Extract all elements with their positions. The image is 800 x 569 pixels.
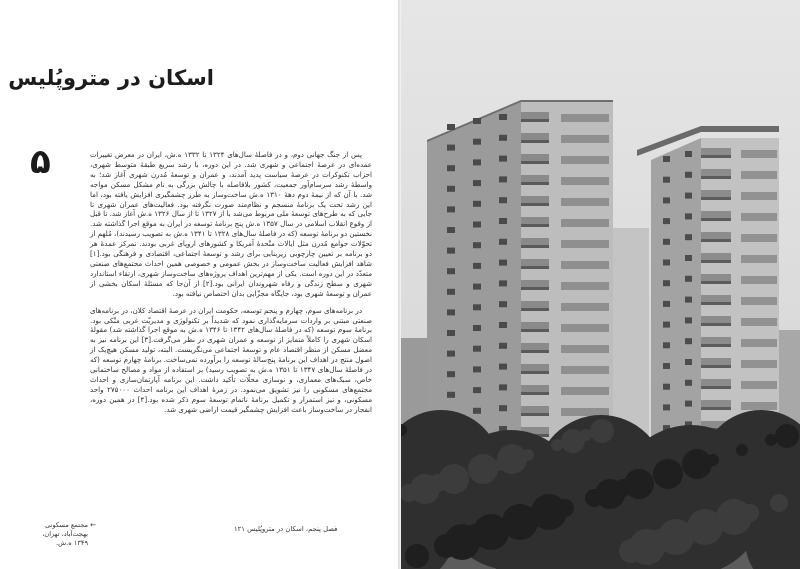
window (473, 180, 481, 186)
page-number: ۱۲۱ (234, 525, 245, 533)
window (663, 218, 670, 224)
balcony (521, 175, 549, 182)
window (685, 193, 692, 199)
window (447, 206, 455, 212)
paragraph-1: پس از جنگ جهانی دوم، و در فاصلهٔ سال‌های ۱۳۲۴ تا ۱۳۳۲ ه.ش، ایران در معرض تغییرات عمده‌ای در عرصهٔ اجتماعی و شهری شد. در این دوره، با رشد سریع طبقهٔ متوسط شهری، احزاب تکنوکرات در عرصهٔ سیاست پدید آمدند، و عمران و توسعهٔ مُدرن شهری آغاز شد؛ به واسطهٔ رشد سرسام‌آور جمعیت، کشور بلافاصله با چالش بزرگی به نام مشکل مسکن مواجه شد. با آن که از نیمهٔ دوم دههٔ ۱۳۱۰ ه.ش ساخت‌وساز به طرز چشمگیری افزایش یافته بود، اما این رشد تحت یک برنامهٔ منسجم و نظام‌مند صورت نگرفته بود. فعالیت‌های عمران شهری تا جایی که به طرح‌های توسعهٔ ملی مربوط می‌شد با از ۱۳۲۷ تا از سال ۱۳۲۶ ه.ش آغاز شد. تا قبل از وقوع انقلاب اسلامی در سال ۱۳۵۷ ه.ش پنج برنامهٔ توسعه در ایران به موقع اجرا گذاشته شد. نخستین دو برنامهٔ توسعه (که در فاصلهٔ سال‌های ۱۳۲۸ تا ۱۳۴۱ ه.ش به تصویب رسیدند)، مُلهم از تحوّلات جوامع مُدرن مثل ایالات متّحدهٔ آمریکا و کشورهای اروپای غربی بودند. تمرکز عمدهٔ هر دو برنامه بر تعیین چارچوبی زیربنایی برای رشد و توسعهٔ اجتماعی، اقتصادی و فرهنگی بود.[۱] شاهد افزایش فعالیت ساخت‌وساز در بخش عمومی و خصوصی همین احداث مجتمع‌های صنعتی متعدّد در این دوره است. یکی از مهم‌ترین اهداف پروژه‌های ساخت‌وساز شهری، ارتقاء استاندارد شهری و سطح زندگی و رفاه شهروندان ایرانی بود.[۲] از آن‌جا که مسئلهٔ اسکان بخشی از عمران و توسعهٔ شهری بود، جایگاه مجزّایی بدان اختصاص نیافته بود. (90, 150, 373, 298)
balcony-shadow (521, 245, 549, 248)
window (473, 366, 481, 372)
window (473, 325, 481, 331)
window (473, 222, 481, 228)
balcony (561, 387, 609, 395)
window (499, 280, 507, 286)
window (473, 159, 481, 165)
balcony (741, 297, 777, 305)
window (685, 297, 692, 303)
window (663, 239, 670, 245)
balcony (701, 148, 731, 155)
window (663, 177, 670, 183)
balcony (521, 259, 549, 266)
tree-foliage (439, 464, 469, 494)
window (473, 304, 481, 310)
balcony (741, 255, 777, 263)
window (685, 255, 692, 261)
window (663, 197, 670, 203)
balcony (561, 345, 609, 353)
balcony (561, 240, 609, 248)
window (663, 301, 670, 307)
balcony-shadow (521, 119, 549, 122)
balcony-shadow (701, 176, 731, 179)
caption-line: بهجت‌آباد، تهران، (42, 530, 88, 538)
chapter-number: ۵ (30, 142, 51, 182)
tree-foliage (770, 494, 788, 512)
window (685, 380, 692, 386)
window (685, 317, 692, 323)
balcony-shadow (521, 350, 549, 353)
window (473, 139, 481, 145)
window (447, 268, 455, 274)
window (473, 242, 481, 248)
balcony-shadow (701, 302, 731, 305)
balcony-shadow (521, 203, 549, 206)
balcony-shadow (701, 407, 731, 410)
window (447, 124, 455, 130)
balcony (561, 261, 609, 269)
balcony (561, 366, 609, 374)
window (663, 322, 670, 328)
balcony-shadow (701, 197, 731, 200)
balcony-shadow (521, 161, 549, 164)
running-title: فصل پنجم، اسکان در متروپُلیس (247, 525, 338, 533)
balcony (741, 339, 777, 347)
tree-foliage (595, 479, 625, 509)
balcony (561, 114, 609, 122)
window (447, 289, 455, 295)
window (499, 384, 507, 390)
tree-foliage (522, 449, 534, 461)
balcony-shadow (701, 323, 731, 326)
window (663, 280, 670, 286)
window (499, 197, 507, 203)
balcony (741, 234, 777, 242)
tree-foliage (653, 459, 683, 489)
balcony-shadow (521, 182, 549, 185)
balcony-shadow (521, 287, 549, 290)
window (447, 309, 455, 315)
window (447, 165, 455, 171)
window (663, 363, 670, 369)
tree-foliage (736, 444, 748, 456)
balcony (741, 276, 777, 284)
tower-left (427, 100, 613, 460)
window (499, 135, 507, 141)
balcony-shadow (521, 392, 549, 395)
window (447, 330, 455, 336)
balcony (701, 169, 731, 176)
balcony (521, 238, 549, 245)
balcony (701, 316, 731, 323)
balcony (561, 219, 609, 227)
balcony (741, 213, 777, 221)
window (499, 156, 507, 162)
window (685, 276, 692, 282)
tree-foliage (682, 449, 712, 479)
balcony-shadow (521, 140, 549, 143)
window (663, 260, 670, 266)
balcony (521, 364, 549, 371)
tree-foliage (561, 429, 585, 453)
balcony-shadow (521, 413, 549, 416)
window (685, 151, 692, 157)
balcony (701, 232, 731, 239)
tree-foliage (527, 509, 545, 527)
balcony (561, 282, 609, 290)
caption-line: مجتمع مسکونی (45, 521, 88, 529)
window (663, 384, 670, 390)
tree-foliage (556, 499, 574, 517)
window (499, 176, 507, 182)
balcony (701, 211, 731, 218)
balcony (521, 217, 549, 224)
tree-foliage (775, 424, 799, 448)
tree-foliage (590, 419, 614, 443)
window (499, 260, 507, 266)
window (473, 408, 481, 414)
window (663, 404, 670, 410)
window (685, 234, 692, 240)
tree-foliage (624, 469, 654, 499)
balcony-shadow (701, 155, 731, 158)
balcony-shadow (701, 281, 731, 284)
balcony (701, 379, 731, 386)
window (473, 387, 481, 393)
window (447, 227, 455, 233)
window (447, 145, 455, 151)
balcony (561, 135, 609, 143)
page-footer (230, 525, 337, 533)
balcony (701, 190, 731, 197)
chapter-title: اسکان در متروپُلیس (8, 66, 214, 90)
tree-foliage (468, 454, 498, 484)
tree-foliage (629, 529, 665, 565)
window (499, 364, 507, 370)
balcony (521, 385, 549, 392)
balcony-shadow (521, 308, 549, 311)
balcony (701, 274, 731, 281)
balcony (561, 324, 609, 332)
window (663, 156, 670, 162)
balcony (741, 381, 777, 389)
balcony-shadow (521, 329, 549, 332)
balcony-shadow (701, 386, 731, 389)
caption-line: ۱۳۴۹ ه.ش. (56, 539, 88, 547)
window (447, 392, 455, 398)
balcony (561, 303, 609, 311)
window (499, 114, 507, 120)
balcony (521, 196, 549, 203)
window (499, 343, 507, 349)
window (499, 322, 507, 328)
building-photo (401, 0, 800, 569)
balcony (701, 358, 731, 365)
window (473, 346, 481, 352)
window (499, 301, 507, 307)
paragraph-2: در برنامه‌های سوم، چهارم و پنجم توسعه، حکومت ایران در عرصهٔ اقتصاد کلان، در برنامه‌های صنعتی مبتنی بر واردات سرمایه‌گذاری نمود که شدیداً بر تکنولوژی و مدیریّت غربی متّکی بود. برنامهٔ سوم توسعه (که در فاصلهٔ سال‌های ۱۳۴۲ تا ۱۳۴۶ ه.ش به موقع اجرا گذاشته شد) مقولهٔ اسکان شهری را کاملاً متمایز از توسعه و عمران شهری در نظر می‌گرفت.[۳] این برنامه نیز به معضل مسکن از منظر اقتصاد عام و توسعهٔ اجتماعی می‌نگریست. البته، تولید مسکن هیچ‌یک از اصول منتج در اهداف این برنامهٔ پنج‌سالهٔ توسعه را برآورده نمی‌ساخت. برنامهٔ چهارم توسعه (که در فاصلهٔ سال‌های ۱۳۴۷ تا ۱۳۵۱ ه.ش به تصویب رسید) بر استفاده از مواد و مصالح ساختمانی خاص، سبک‌های معماری، و نوسازی محلّات تأکید داشت. این برنامه آپارتمان‌سازی و احداث مجتمع‌های مسکونی را نیز تشویق می‌نمود. در زمرهٔ اهداف این برنامه احداث ۲۷۵۰۰۰ واحد مسکونی، و نیز استمرار و تکمیل برنامهٔ ناتمام توسعهٔ سوم ذکر شده بود.[۴] در همین دوره، انفجار در ساخت‌وساز باعث افزایش چشمگیر قیمت اراضی شهری شد. (90, 305, 372, 414)
window (447, 186, 455, 192)
balcony-shadow (701, 239, 731, 242)
balcony (701, 253, 731, 260)
window (473, 118, 481, 124)
window (685, 213, 692, 219)
balcony (741, 402, 777, 410)
balcony (561, 408, 609, 416)
balcony (521, 154, 549, 161)
balcony (521, 322, 549, 329)
window (499, 239, 507, 245)
balcony (521, 301, 549, 308)
balcony (521, 133, 549, 140)
window (473, 201, 481, 207)
trees (401, 410, 800, 569)
tree-foliage (493, 459, 505, 471)
window (447, 351, 455, 357)
balcony-shadow (701, 365, 731, 368)
balcony-shadow (701, 218, 731, 221)
balcony-shadow (521, 224, 549, 227)
window (447, 371, 455, 377)
window (685, 338, 692, 344)
balcony-shadow (701, 260, 731, 263)
balcony (701, 295, 731, 302)
window (473, 263, 481, 269)
balcony (521, 112, 549, 119)
balcony (741, 192, 777, 200)
window (473, 284, 481, 290)
balcony (521, 406, 549, 413)
photo-caption (34, 521, 96, 548)
balcony (561, 177, 609, 185)
window (685, 172, 692, 178)
balcony (561, 156, 609, 164)
arrow-icon: ← (90, 521, 96, 529)
balcony (521, 280, 549, 287)
balcony-shadow (701, 344, 731, 347)
window (685, 401, 692, 407)
balcony (741, 150, 777, 158)
balcony (561, 198, 609, 206)
window (499, 218, 507, 224)
balcony (701, 400, 731, 407)
balcony (741, 171, 777, 179)
balcony (741, 360, 777, 368)
balcony (521, 343, 549, 350)
tree-foliage (405, 544, 429, 568)
body-text (90, 150, 372, 422)
tree-foliage (707, 454, 719, 466)
tree-foliage (444, 524, 480, 560)
tree-foliage (741, 504, 759, 522)
window (447, 248, 455, 254)
balcony-shadow (521, 266, 549, 269)
window (663, 342, 670, 348)
balcony (701, 337, 731, 344)
balcony-shadow (521, 371, 549, 374)
tree-foliage (410, 474, 440, 504)
window (499, 405, 507, 411)
balcony (741, 318, 777, 326)
window (685, 359, 692, 365)
